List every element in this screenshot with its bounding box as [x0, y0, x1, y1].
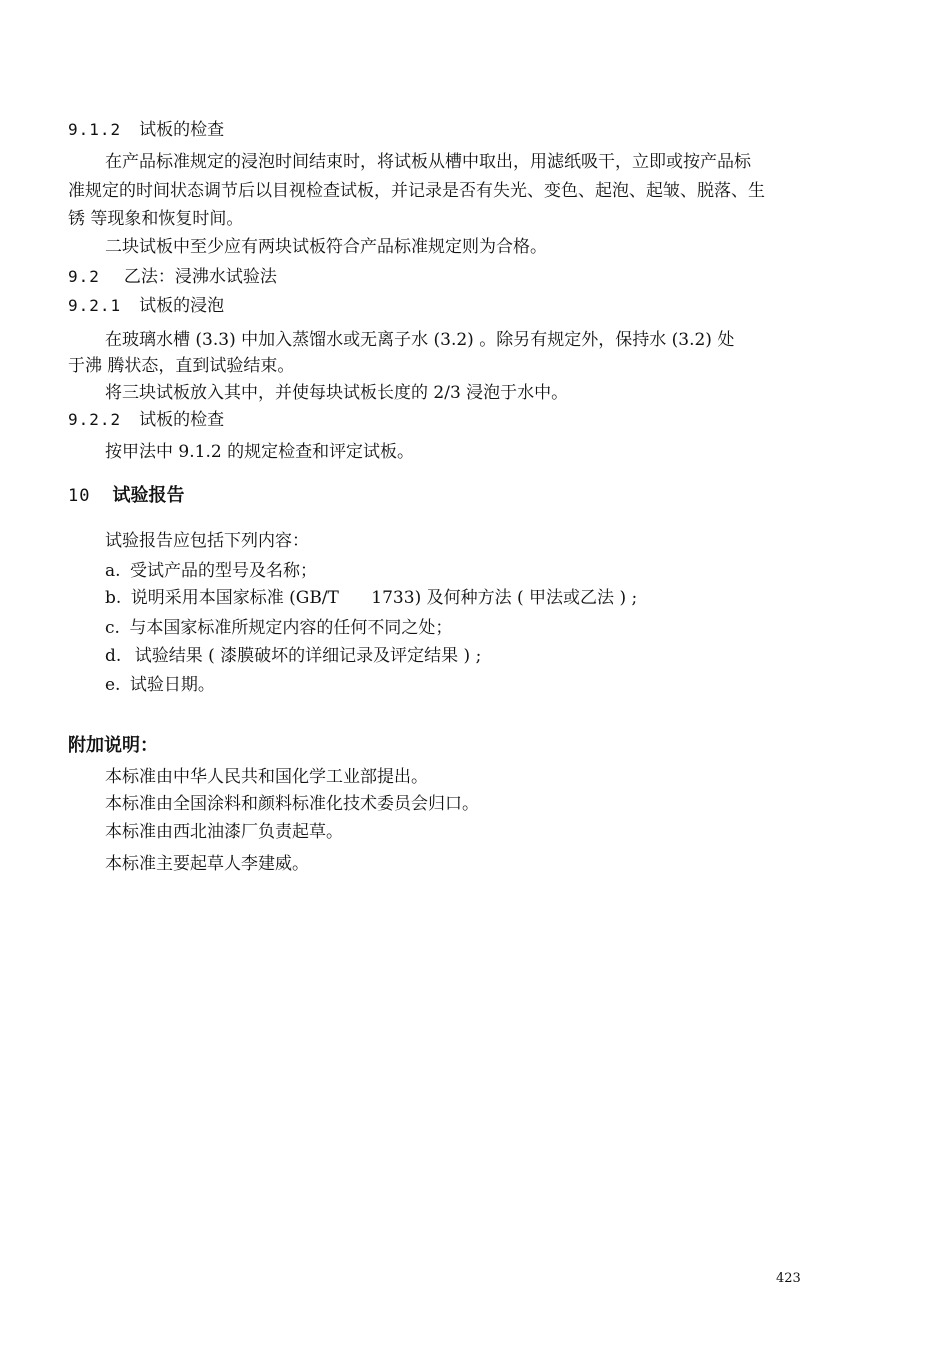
appendix-line: 本标准主要起草人李建威。 [105, 854, 309, 874]
list-item [105, 587, 637, 609]
list-marker: d. [105, 646, 122, 666]
section-title: 试板的检查 [139, 410, 225, 430]
list-text: 与本国家标准所规定内容的任何不同之处； [129, 618, 453, 638]
section-title: 试板的浸泡 [139, 296, 225, 316]
paragraph-line: 锈 等现象和恢复时间。 [68, 209, 244, 229]
appendix-title: 附加说明： [68, 735, 158, 756]
paragraph-line: 准规定的时间状态调节后以目视检查试板，并记录是否有失光、变色、起泡、起皱、脱落、生 [68, 181, 765, 201]
list-marker: e. [105, 675, 121, 695]
section-10-heading [68, 485, 184, 507]
list-text: 试验日期。 [129, 675, 215, 695]
section-number: 9.2 [68, 267, 100, 286]
appendix-line: 本标准由全国涂料和颜料标准化技术委员会归口。 [105, 794, 479, 814]
report-intro: 试验报告应包括下列内容： [105, 531, 309, 551]
paragraph-line: 在玻璃水槽 (3.3) 中加入蒸馏水或无离子水 (3.2) 。除另有规定外，保持水 (3.2) 处 [105, 330, 735, 350]
paragraph-line: 二块试板中至少应有两块试板符合产品标准规定则为合格。 [105, 237, 547, 257]
section-title: 试验报告 [112, 485, 185, 506]
paragraph-line: 于沸 腾状态，直到试验结束。 [68, 356, 295, 376]
list-item [105, 645, 481, 667]
list-text: 说明采用本国家标准 (GB/T 1733) 及何种方法 ( 甲法或乙法 ) ; [130, 588, 638, 608]
list-marker: a. [105, 561, 121, 581]
section-number: 9.1.2 [68, 120, 122, 139]
appendix-line: 本标准由中华人民共和国化学工业部提出。 [105, 767, 428, 787]
section-number: 9.2.2 [68, 410, 122, 429]
section-title: 乙法：浸沸水试验法 [123, 267, 277, 287]
list-item [105, 560, 317, 582]
list-text: 受试产品的型号及名称； [129, 561, 317, 581]
list-item [105, 674, 215, 696]
paragraph-line: 将三块试板放入其中，并使每块试板长度的 2/3 浸泡于水中。 [105, 383, 569, 403]
section-number: 9.2.1 [68, 296, 122, 315]
list-marker: b. [105, 588, 122, 608]
section-title: 试板的检查 [139, 120, 225, 140]
section-921-heading [68, 295, 224, 317]
list-text: 试验结果 ( 漆膜破坏的详细记录及评定结果 ) ; [134, 646, 482, 666]
section-92-heading [68, 266, 277, 288]
page-number: 423 [776, 1271, 801, 1286]
list-marker: c. [105, 618, 120, 638]
paragraph-line: 在产品标准规定的浸泡时间结束时，将试板从槽中取出，用滤纸吸干，立即或按产品标 [105, 152, 751, 172]
paragraph-line: 按甲法中 9.1.2 的规定检查和评定试板。 [105, 442, 415, 462]
appendix-line: 本标准由西北油漆厂负责起草。 [105, 822, 343, 842]
section-number: 10 [68, 486, 91, 506]
section-912-heading [68, 119, 224, 141]
section-922-heading [68, 409, 224, 431]
list-item [105, 617, 452, 639]
